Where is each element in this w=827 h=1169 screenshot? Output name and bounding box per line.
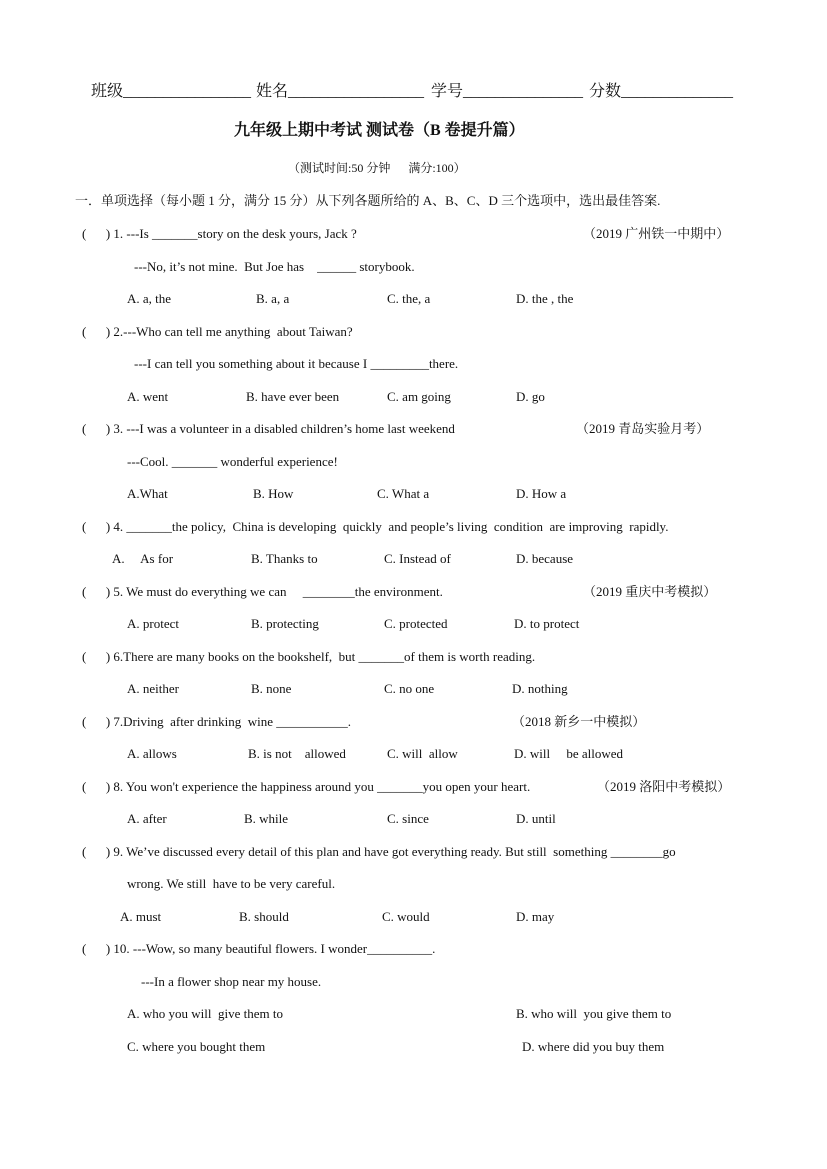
q6-option-c[interactable]: C. no one xyxy=(384,681,435,696)
question-3-line2: ---Cool. _______ wonderful experience! xyxy=(127,454,338,469)
question-3-source: （2019 青岛实验月考） xyxy=(576,421,710,436)
question-7-source: （2018 新乡一中模拟） xyxy=(512,714,646,729)
question-4: ( ) 4. _______the policy, China is developing quickly and people’s living condition are improving rapidly. xyxy=(82,519,669,534)
name-field[interactable]: 姓名_________________ xyxy=(256,83,425,100)
question-8: ( ) 8. You won't experience the happiness around you _______you open your heart. xyxy=(82,779,531,794)
question-10: ( ) 10. ---Wow, so many beautiful flowers. I wonder__________. xyxy=(82,941,436,956)
q3-option-b[interactable]: B. How xyxy=(253,486,294,501)
q7-option-b[interactable]: B. is not allowed xyxy=(248,746,346,761)
student-id-field[interactable]: 学号_______________ xyxy=(431,83,584,100)
q9-option-c[interactable]: C. would xyxy=(382,909,430,924)
q5-option-d[interactable]: D. to protect xyxy=(514,616,580,631)
q8-option-a[interactable]: A. after xyxy=(127,811,167,826)
class-field[interactable]: 班级________________ xyxy=(91,83,252,100)
q8-option-d[interactable]: D. until xyxy=(516,811,556,826)
question-9: ( ) 9. We’ve discussed every detail of this plan and have got everything ready. But still something ________go xyxy=(82,844,676,859)
q2-option-d[interactable]: D. go xyxy=(516,389,545,404)
question-3: ( ) 3. ---I was a volunteer in a disabled children’s home last weekend xyxy=(82,421,455,436)
q1-option-b[interactable]: B. a, a xyxy=(256,291,290,306)
question-5-source: （2019 重庆中考模拟） xyxy=(583,584,717,599)
question-1-source: （2019 广州铁一中期中） xyxy=(583,226,730,241)
page-title: 九年级上期中考试 测试卷（B 卷提升篇） xyxy=(234,122,525,139)
q4-option-a[interactable]: A. As for xyxy=(112,551,174,566)
question-1-line2: ---No, it’s not mine. But Joe has ______ storybook. xyxy=(134,259,415,274)
q10-option-c[interactable]: C. where you bought them xyxy=(127,1039,266,1054)
q6-option-a[interactable]: A. neither xyxy=(127,681,179,696)
q7-option-a[interactable]: A. allows xyxy=(127,746,177,761)
q3-option-a[interactable]: A.What xyxy=(127,486,168,501)
q9-option-b[interactable]: B. should xyxy=(239,909,289,924)
q7-option-d[interactable]: D. will be allowed xyxy=(514,746,624,761)
question-2-line2: ---I can tell you something about it because I _________there. xyxy=(134,356,459,371)
question-8-source: （2019 洛阳中考模拟） xyxy=(597,779,731,794)
question-7: ( ) 7.Driving after drinking wine ___________. xyxy=(82,714,351,729)
q5-option-c[interactable]: C. protected xyxy=(384,616,448,631)
q3-option-c[interactable]: C. What a xyxy=(377,486,430,501)
q8-option-b[interactable]: B. while xyxy=(244,811,289,826)
question-9-line2: wrong. We still have to be very careful. xyxy=(127,876,336,891)
q7-option-c[interactable]: C. will allow xyxy=(387,746,458,761)
q6-option-d[interactable]: D. nothing xyxy=(512,681,568,696)
q4-option-d[interactable]: D. because xyxy=(516,551,574,566)
q3-option-d[interactable]: D. How a xyxy=(516,486,567,501)
q4-option-b[interactable]: B. Thanks to xyxy=(251,551,318,566)
q8-option-c[interactable]: C. since xyxy=(387,811,429,826)
q9-option-d[interactable]: D. may xyxy=(516,909,555,924)
question-6: ( ) 6.There are many books on the bookshelf, but _______of them is worth reading. xyxy=(82,649,536,664)
q2-option-c[interactable]: C. am going xyxy=(387,389,451,404)
section-heading: 一．单项选择（每小题 1 分，满分 15 分）从下列各题所给的 A、B、C、D 三个选项中，选出最佳答案. xyxy=(75,193,661,208)
q10-option-b[interactable]: B. who will you give them to xyxy=(516,1006,672,1021)
q1-option-c[interactable]: C. the, a xyxy=(387,291,431,306)
q5-option-b[interactable]: B. protecting xyxy=(251,616,319,631)
q1-option-d[interactable]: D. the , the xyxy=(516,291,574,306)
q4-option-c[interactable]: C. Instead of xyxy=(384,551,451,566)
page-subtitle: （测试时间:50 分钟 满分:100） xyxy=(288,161,466,175)
question-10-line2: ---In a flower shop near my house. xyxy=(141,974,322,989)
q6-option-b[interactable]: B. none xyxy=(251,681,292,696)
q10-option-d[interactable]: D. where did you buy them xyxy=(522,1039,665,1054)
question-1: ( ) 1. ---Is _______story on the desk yours, Jack ? xyxy=(82,226,357,241)
q2-option-a[interactable]: A. went xyxy=(127,389,169,404)
q1-option-a[interactable]: A. a, the xyxy=(127,291,172,306)
q10-option-a[interactable]: A. who you will give them to xyxy=(127,1006,283,1021)
q2-option-b[interactable]: B. have ever been xyxy=(246,389,340,404)
q5-option-a[interactable]: A. protect xyxy=(127,616,179,631)
q9-option-a[interactable]: A. must xyxy=(120,909,162,924)
question-5: ( ) 5. We must do everything we can ________the environment. xyxy=(82,584,443,599)
question-2: ( ) 2.---Who can tell me anything about Taiwan? xyxy=(82,324,353,339)
score-field[interactable]: 分数______________ xyxy=(589,83,734,100)
